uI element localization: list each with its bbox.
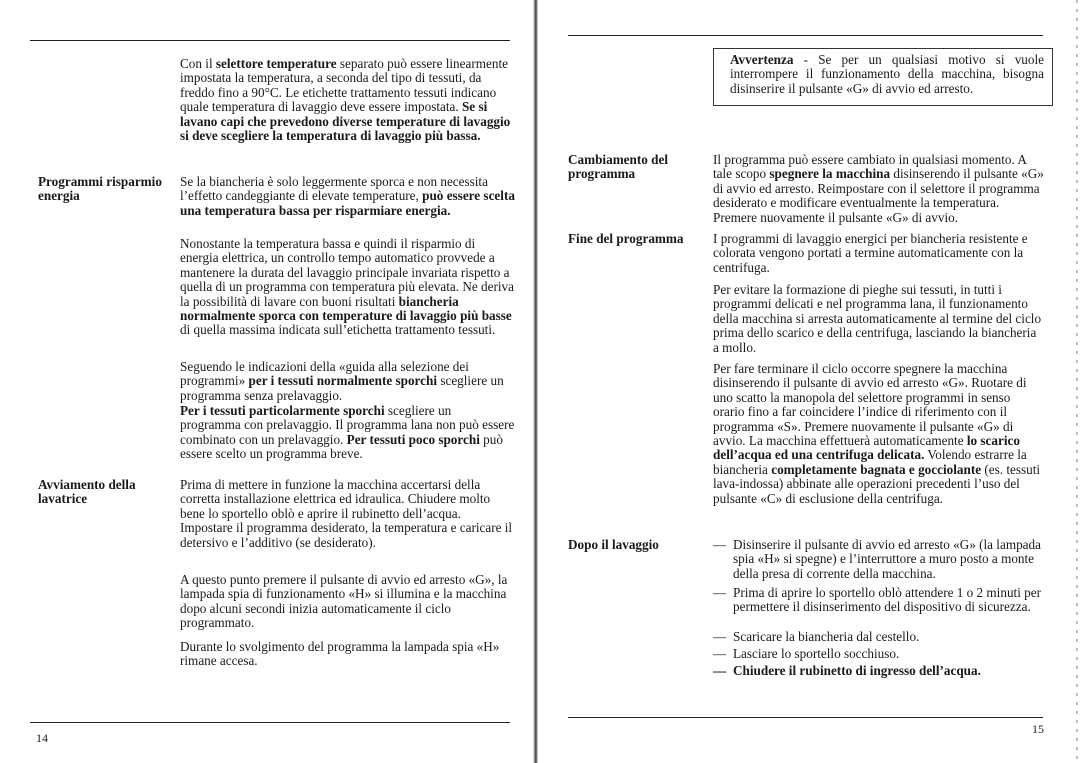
bold-text: Se si lavano capi che prevedono diverse temperature di lavaggio si deve scegliere la temperatura di lavaggio più bassa. xyxy=(180,99,511,144)
bottom-rule xyxy=(568,717,1043,718)
bullet-text xyxy=(733,585,1041,614)
bold-text: può essere scelta una temperatura bassa per risparmiare energia. xyxy=(180,188,515,218)
bullet-text xyxy=(733,663,981,678)
paragraph xyxy=(713,232,1045,275)
paragraph xyxy=(713,362,1045,506)
text-run: Disinserire il pulsante di avvio ed arresto «G» (la lampada spia «H» si spegne) e l’interruttore a muro posto a monte della presa di corrente della macchina. xyxy=(733,537,1041,581)
paragraph xyxy=(713,283,1045,355)
page-edge xyxy=(1076,0,1078,763)
text-run: scegliere un programma con prelavaggio. Il programma lana non può essere combinato con un prelavaggio. xyxy=(180,403,515,447)
section-heading: Fine del programma xyxy=(568,231,684,246)
bold-text: spegnere la macchina xyxy=(769,166,891,182)
text-run: Se la biancheria è solo leggermente sporca e non necessita l’effetto candeggiante di elevate temperature, xyxy=(180,174,488,204)
paragraph xyxy=(180,175,515,218)
text-run: Lasciare lo sportello socchiuso. xyxy=(733,646,900,661)
text-run: I programmi di lavaggio energici per biancheria resistente e colorata vengono portati a termine automaticamente con la centrifuga. xyxy=(713,231,1028,275)
bullet-item xyxy=(713,630,1045,644)
bold-text: selettore temperature xyxy=(215,56,337,71)
section-heading: Avviamento della lavatrice xyxy=(38,477,136,507)
dash-mark: — xyxy=(713,663,727,678)
paragraph xyxy=(180,237,515,338)
bullet-text xyxy=(733,537,1041,581)
intro-paragraph xyxy=(180,57,515,143)
page-number: 15 xyxy=(1032,722,1044,736)
page-number: 14 xyxy=(36,731,48,745)
bullet-text xyxy=(733,646,899,661)
bold-text: Per i tessuti particolarmente sporchi xyxy=(180,403,385,418)
bullet-item xyxy=(713,586,1045,615)
paragraph xyxy=(180,640,515,669)
bold-text: per i tessuti normalmente sporchi xyxy=(248,373,438,389)
dash-mark: — xyxy=(713,629,727,644)
text-run: Nonostante la temperatura bassa e quindi il risparmio di energia elettrica, un controllo tempo automatico provvede a mantenere la durata del lavaggio principale invariata rispetto a quella di un programma con temperatura più elevata. Ne deriva la possibilità di lavare con buoni risultati xyxy=(180,236,514,309)
paragraph xyxy=(180,573,515,631)
section-heading: Programmi risparmio energia xyxy=(38,174,162,204)
text-run: Il programma può essere cambiato in qualsiasi momento. A tale scopo xyxy=(713,152,1027,182)
section-heading: Dopo il lavaggio xyxy=(568,537,659,552)
warning-box xyxy=(713,48,1053,106)
bold-text: biancheria normalmente sporca con temperature di lavaggio più basse xyxy=(180,293,512,324)
bullet-item xyxy=(713,538,1045,581)
top-rule xyxy=(568,35,1043,36)
text-run: Per evitare la formazione di pieghe sui tessuti, in tutti i programmi delicati e nel programma lana, il funzionamento della macchina si arresta automaticamente al termine del ciclo prima dello scarico e della centrifuga, lasciando la biancheria a mollo. xyxy=(713,282,1042,355)
dash-mark: — xyxy=(713,537,727,552)
text-run: Seguendo le indicazioni della «guida alla selezione dei programmi» xyxy=(180,359,469,389)
text-run: - Se per un qualsiasi motivo si vuole interrompere il funzionamento della macchina, bisogna disinserire il pulsante «G» di avvio ed arresto. xyxy=(730,52,1044,96)
paragraph xyxy=(180,478,515,550)
text-run: Durante lo svolgimento del programma la lampada spia «H» rimane accesa. xyxy=(180,639,500,669)
dash-mark: — xyxy=(713,646,727,661)
text-run: disinserendo il pulsante «G» di avvio ed arresto. Reimpostare con il selettore il programma desiderato e modificare eventualmente la temperatura. Premere nuovamente il pulsante «G» di avvio. xyxy=(713,166,1044,225)
top-rule xyxy=(30,40,510,41)
paragraph xyxy=(180,360,515,403)
bold-text: lo scarico dell’acqua ed una centrifuga delicata. xyxy=(713,433,1020,463)
text-run: (es. tessuti lava-indossa) abbinate alle operazioni precedenti l’uso del pulsante «C» di esclusione della centrifuga. xyxy=(713,461,1041,506)
text-run: Prima di mettere in funzione la macchina accertarsi della corretta installazione elettrica ed idraulica. Chiudere molto bene lo sportello oblò e aprire il rubinetto dell’acqua. Impostare il programma desiderato, la temperatura e caricare il detersivo e l’additivo (se desiderato). xyxy=(180,477,513,550)
text-run: può essere scelto un programma breve. xyxy=(180,431,503,462)
bullet-text xyxy=(733,629,919,644)
paragraph xyxy=(180,404,515,462)
text-run: A questo punto premere il pulsante di avvio ed arresto «G», la lampada spia di funzionamento «H» si illumina e la macchina dopo alcuni secondi inizia automaticamente il ciclo programmato. xyxy=(180,572,508,631)
paragraph xyxy=(713,153,1045,225)
text-run: Volendo estrarre la biancheria xyxy=(713,447,1027,477)
text-run: Con il xyxy=(180,56,216,71)
bold-text: completamente bagnata e gocciolante xyxy=(771,461,982,477)
bold-text: Per tessuti poco sporchi xyxy=(346,431,480,447)
text-run: scegliere un programma senza prelavaggio. xyxy=(180,373,504,403)
dash-mark: — xyxy=(713,585,727,600)
section-heading: Cambiamento del programma xyxy=(568,152,669,182)
bullet-item xyxy=(713,647,1045,661)
bold-text: Chiudere il rubinetto di ingresso dell’acqua. xyxy=(733,663,981,678)
bottom-rule xyxy=(30,722,510,723)
text-run: Per fare terminare il ciclo occorre spegnere la macchina disinserendo il pulsante di avvio ed arresto «G». Ruotare di uno scatto la manopola del selettore programmi in senso orario fino a far coincidere l’indice di riferimento con il programma «S». Premere nuovamente il pulsante «G» di avvio. La macchina effettuerà automaticamente xyxy=(713,361,1027,449)
bullet-item xyxy=(713,664,1045,678)
text-run: di quella massima indicata sull’etichetta trattamento tessuti. xyxy=(180,322,496,338)
text-run: Prima di aprire lo sportello oblò attendere 1 o 2 minuti per permettere il disinserimento del dispositivo di sicurezza. xyxy=(733,585,1042,615)
bold-text: Avvertenza xyxy=(730,52,794,67)
book-spine xyxy=(533,0,538,763)
text-run: separato può essere linearmente impostata la temperatura, a seconda del tipo di tessuti, da freddo fino a 90°C. Le etichette trattamento tessuti indicano quale temperatura di lavaggio deve essere impostata. xyxy=(180,56,508,115)
text-run: Scaricare la biancheria dal cestello. xyxy=(733,629,920,644)
